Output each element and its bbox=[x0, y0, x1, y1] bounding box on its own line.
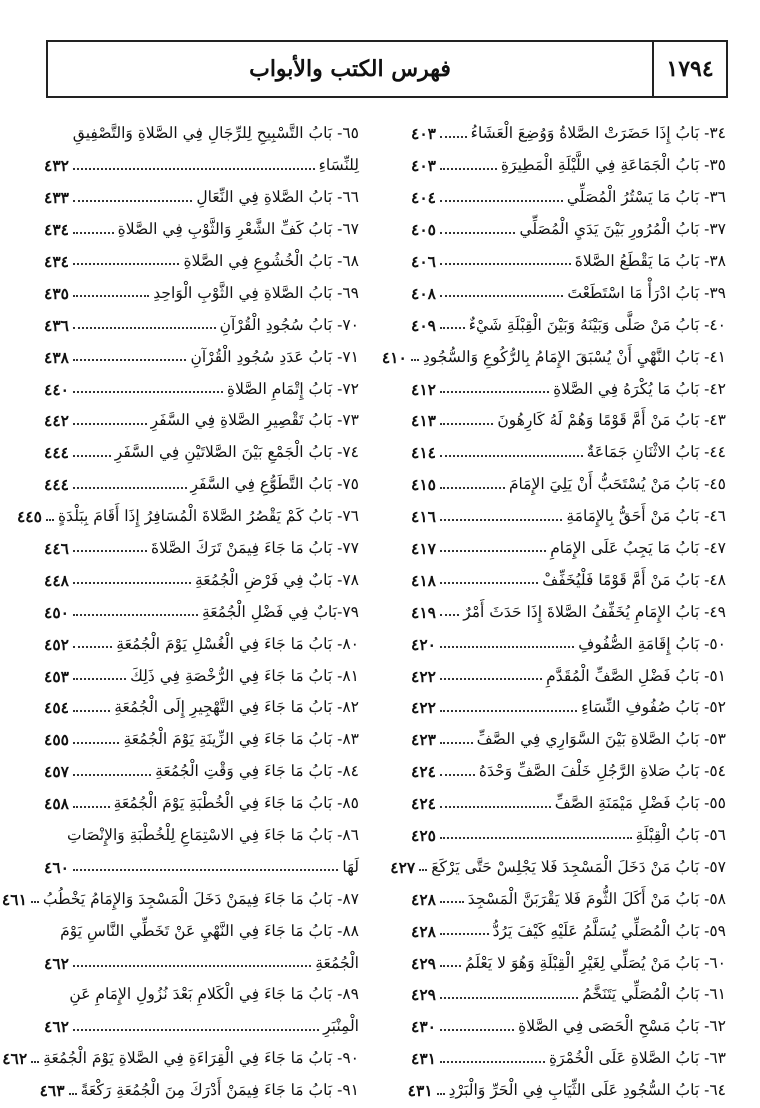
entry-page-number: ٤١٠ bbox=[381, 347, 407, 367]
dot-leader bbox=[73, 965, 311, 967]
entry-page-number: ٤٠٣ bbox=[411, 124, 436, 144]
entry-title: ٣٦- بَابُ مَا يَسْتُرُ الْمُصَلِّي bbox=[566, 188, 726, 207]
dot-leader bbox=[73, 295, 149, 297]
index-entry bbox=[44, 461, 359, 493]
dot-leader bbox=[73, 678, 126, 680]
entry-title: ٦٩- بَابُ الصَّلاةِ فِي الثَّوْبِ الْوَاحِدِ bbox=[153, 283, 359, 302]
entry-title-continued: لَهَا bbox=[342, 857, 359, 876]
entry-title-continued: الْمِنْبَرِ bbox=[323, 1017, 359, 1036]
entry-title: ٤٨- بَابُ مَنْ أَمَّ قَوْمًا فَلْيُخَفِّفْ bbox=[542, 570, 726, 589]
dot-leader bbox=[440, 232, 515, 234]
index-entry bbox=[44, 812, 359, 876]
index-entry bbox=[411, 939, 726, 971]
entry-title: ٤٣- بَابُ مَنْ أَمَّ قَوْمًا وَهُمْ لَهُ كَارِهُونَ bbox=[497, 411, 726, 430]
entry-title: ٧٣- بَابُ تَقْصِيرِ الصَّلاةِ فِي السَّفَرِ bbox=[150, 411, 359, 430]
index-entry bbox=[411, 620, 726, 652]
dot-leader bbox=[440, 423, 493, 425]
dot-leader bbox=[440, 742, 473, 744]
dot-leader bbox=[440, 678, 542, 680]
dot-leader bbox=[69, 1093, 77, 1095]
entry-page-number: ٤٠٥ bbox=[411, 220, 436, 240]
dot-leader bbox=[73, 1029, 319, 1031]
index-entry bbox=[44, 525, 359, 557]
dot-leader bbox=[31, 1061, 39, 1063]
entry-page-number: ٤٢٢ bbox=[411, 698, 436, 718]
entry-page-number: ٤٤٤ bbox=[44, 443, 69, 463]
entry-title: ٧٦- بَابُ كَمْ يَقْصُرُ الصَّلاةَ الْمُسَافِرُ إِذَا أَقَامَ بِبَلْدَةٍ bbox=[57, 507, 359, 526]
index-entry bbox=[411, 238, 726, 270]
dot-leader bbox=[73, 806, 110, 808]
entry-page-number: ٤٥٠ bbox=[44, 602, 69, 622]
dot-leader bbox=[440, 965, 461, 967]
entry-page-number: ٤٠٤ bbox=[411, 188, 436, 208]
index-entry bbox=[411, 429, 726, 461]
entry-title: ٤٤- بَابُ الاثْنَانِ جَمَاعَةٌ bbox=[586, 443, 726, 462]
entry-page-number: ٤٤٨ bbox=[44, 570, 69, 590]
index-entry bbox=[44, 269, 359, 301]
entry-title: ٥٤- بَابُ صَلاةِ الرَّجُلِ خَلْفَ الصَّفِّ وَحْدَهُ bbox=[478, 762, 726, 781]
entry-page-number: ٤٥٧ bbox=[44, 762, 69, 782]
index-entry bbox=[411, 110, 726, 142]
entry-title: ٤١- بَابُ النَّهْيِ أَنْ يُسْبَقَ الإِمَامُ بِالرُّكُوعِ وَالسُّجُودِ bbox=[422, 347, 726, 366]
entry-title: ٧٥- بَابُ التَّطَوُّعِ فِي السَّفَرِ bbox=[190, 475, 359, 494]
index-entry bbox=[44, 429, 359, 461]
entry-title: ٤٦- بَابُ مَنْ أَحَقُّ بِالإِمَامَةِ bbox=[566, 507, 726, 526]
entry-title: ٧٨- بَابٌ فِي فَرْضِ الْجُمُعَةِ bbox=[194, 570, 359, 589]
entry-page-number: ٤٠٣ bbox=[411, 156, 436, 176]
index-entry bbox=[411, 907, 726, 939]
entry-page-number: ٤٦٢ bbox=[44, 953, 69, 973]
entry-page-number: ٤٥٣ bbox=[44, 666, 69, 686]
entry-title: ٤٩- بَابُ الإِمَامِ يُخَفِّفُ الصَّلاةَ إِذَا حَدَثَ أَمْرٌ bbox=[463, 602, 726, 621]
index-entry bbox=[44, 971, 359, 1035]
entry-page-number: ٤٦٢ bbox=[44, 1017, 69, 1037]
dot-leader bbox=[73, 869, 338, 871]
index-column-left bbox=[1, 110, 359, 1101]
index-entry bbox=[16, 493, 359, 527]
index-entry bbox=[44, 556, 359, 588]
entry-title: ٨٢- بَابُ مَا جَاءَ فِي التَّهْجِيرِ إِلَى الْجُمُعَةِ bbox=[114, 698, 359, 717]
dot-leader bbox=[440, 295, 563, 297]
entry-page-number: ٤٤٢ bbox=[44, 411, 69, 431]
index-column-right bbox=[381, 110, 726, 1101]
dot-leader bbox=[411, 359, 419, 361]
dot-leader bbox=[73, 232, 114, 234]
index-entry bbox=[411, 652, 726, 684]
page-number: ١٧٩٤ bbox=[652, 42, 726, 96]
entry-page-number: ٤٥٨ bbox=[44, 794, 69, 814]
dot-leader bbox=[73, 646, 112, 648]
index-entry bbox=[44, 174, 359, 206]
dot-leader bbox=[440, 1029, 514, 1031]
entry-page-number: ٤٥٢ bbox=[44, 634, 69, 654]
entry-page-number: ٤١٨ bbox=[411, 570, 436, 590]
entry-title: ٨٨- بَابُ مَا جَاءَ فِي النَّهْيِ عَنْ تَخَطِّي النَّاسِ يَوْمَ bbox=[60, 921, 359, 940]
entry-page-number: ٤٥٤ bbox=[44, 698, 69, 718]
dot-leader bbox=[73, 742, 119, 744]
entry-page-number: ٤٤٠ bbox=[44, 379, 69, 399]
index-entry bbox=[411, 588, 726, 620]
dot-leader bbox=[419, 869, 427, 871]
dot-leader bbox=[440, 933, 489, 935]
index-entry bbox=[407, 1067, 726, 1101]
entry-title: ٣٤- بَابُ إِذَا حَضَرَتْ الصَّلاةُ وَوُضِعَ الْعَشَاءُ bbox=[470, 124, 726, 143]
entry-page-number: ٤٢٧ bbox=[390, 857, 416, 877]
dot-leader bbox=[73, 200, 192, 202]
dot-leader bbox=[73, 710, 110, 712]
entry-title: ٥٦- بَابُ الْقِبْلَةِ bbox=[635, 825, 726, 844]
index-entry bbox=[44, 780, 359, 812]
entry-title: ٥٢- بَابُ صُفُوفِ النِّسَاءِ bbox=[581, 698, 726, 717]
index-entry bbox=[381, 333, 726, 367]
entry-title: ٨٤- بَابُ مَا جَاءَ فِي وَقْتِ الْجُمُعَةِ bbox=[155, 762, 359, 781]
index-entry bbox=[1, 875, 359, 909]
entry-page-number: ٤٤٦ bbox=[44, 538, 69, 558]
entry-page-number: ٤٣٠ bbox=[411, 1017, 436, 1037]
entry-page-number: ٤٢٨ bbox=[411, 921, 436, 941]
entry-title: ٥٩- بَابُ الْمُصَلِّي يُسَلَّمُ عَلَيْهِ كَيْفَ يَرُدُّ bbox=[492, 921, 726, 940]
dot-leader bbox=[440, 837, 632, 839]
dot-leader bbox=[440, 614, 459, 616]
entry-page-number: ٤١٣ bbox=[411, 411, 436, 431]
entry-title: ٥٥- بَابُ فَضْلِ مَيْمَنَةِ الصَّفِّ bbox=[554, 794, 726, 813]
entry-page-number: ٤١٤ bbox=[411, 443, 436, 463]
entry-title: ٥٨- بَابُ مَنْ أَكَلَ الثُّومَ فَلا يَقْرَبَنَّ الْمَسْجِدَ bbox=[467, 889, 726, 908]
entry-title: ٦٦- بَابُ الصَّلاةِ فِي النِّعَالِ bbox=[196, 188, 359, 207]
entry-page-number: ٤٦١ bbox=[1, 889, 27, 909]
entry-title: ٨٦- بَابُ مَا جَاءَ فِي الاسْتِمَاعِ لِلْخُطْبَةِ وَالإِنْصَاتِ bbox=[67, 825, 359, 844]
dot-leader bbox=[440, 168, 497, 170]
entry-page-number: ٤٠٦ bbox=[411, 251, 436, 271]
index-entry bbox=[44, 365, 359, 397]
index-entry bbox=[44, 397, 359, 429]
entry-title: ٤٧- بَابُ مَا يَجِبُ عَلَى الإِمَامِ bbox=[550, 538, 726, 557]
dot-leader bbox=[440, 806, 551, 808]
entry-page-number: ٤٢٢ bbox=[411, 666, 436, 686]
dot-leader bbox=[73, 391, 223, 393]
dot-leader bbox=[440, 519, 562, 521]
index-entry bbox=[411, 493, 726, 525]
entry-page-number: ٤٠٨ bbox=[411, 283, 436, 303]
entry-title: ٦٢- بَابُ مَسْحِ الْحَصَى فِي الصَّلاةِ bbox=[518, 1017, 726, 1036]
entry-title: ٧٢- بَابُ إِتْمَامِ الصَّلاةِ bbox=[226, 379, 359, 398]
page-title: فهرس الكتب والأبواب bbox=[249, 56, 451, 82]
entry-title: ٦٥- بَابُ التَّسْبِيحِ لِلرِّجَالِ فِي الصَّلاةِ وَالتَّصْفِيقِ bbox=[72, 124, 359, 143]
entry-title-continued: الْجُمُعَةِ bbox=[315, 953, 359, 972]
entry-page-number: ٤٢٠ bbox=[411, 634, 436, 654]
dot-leader bbox=[73, 168, 315, 170]
entry-title: ٧٩-بَابٌ فِي فَضْلِ الْجُمُعَةِ bbox=[201, 602, 359, 621]
entry-page-number: ٤٣٣ bbox=[44, 188, 69, 208]
index-entry bbox=[44, 652, 359, 684]
dot-leader bbox=[440, 455, 583, 457]
dot-leader bbox=[73, 423, 147, 425]
entry-title: ٨٠- بَابُ مَا جَاءَ فِي الْغُسْلِ يَوْمَ الْجُمُعَةِ bbox=[116, 634, 359, 653]
entry-title: ٣٨- بَابُ مَا يَقْطَعُ الصَّلاةَ bbox=[574, 251, 726, 270]
index-entry bbox=[390, 843, 726, 877]
entry-title: ٥٣- بَابُ الصَّلاةِ بَيْنَ السَّوَارِي فِي الصَّفِّ bbox=[476, 730, 726, 749]
dot-leader bbox=[73, 582, 191, 584]
dot-leader bbox=[440, 774, 475, 776]
entry-page-number: ٤٤٥ bbox=[16, 507, 42, 527]
entry-title: ٨٩- بَابُ مَا جَاءَ فِي الْكَلامِ بَعْدَ نُزُولِ الإِمَامِ عَنِ bbox=[69, 985, 359, 1004]
page-header bbox=[46, 40, 728, 98]
dot-leader bbox=[73, 614, 198, 616]
entry-page-number: ٤٢٤ bbox=[411, 762, 436, 782]
entry-title: ٨١- بَابُ مَا جَاءَ فِي الرُّخْصَةِ فِي ذَلِكَ bbox=[130, 666, 359, 685]
index-entry bbox=[44, 716, 359, 748]
entry-title: ٤٥- بَابُ مَنْ يُسْتَحَبُّ أَنْ يَلِيَ الإِمَامَ bbox=[508, 475, 726, 494]
index-entry bbox=[411, 206, 726, 238]
index-entry bbox=[44, 620, 359, 652]
entry-page-number: ٤٢٤ bbox=[411, 794, 436, 814]
index-entry bbox=[411, 716, 726, 748]
entry-page-number: ٤٣٨ bbox=[44, 347, 69, 367]
entry-page-number: ٤١٢ bbox=[411, 379, 436, 399]
dot-leader bbox=[73, 550, 147, 552]
dot-leader bbox=[440, 710, 577, 712]
entry-title: ٧٤- بَابُ الْجَمْعِ بَيْنَ الصَّلاتَيْنِ فِي السَّفَرِ bbox=[114, 443, 359, 462]
dot-leader bbox=[440, 391, 549, 393]
dot-leader bbox=[437, 1093, 445, 1095]
index-entry bbox=[411, 174, 726, 206]
entry-title: ٦٨- بَابُ الْخُشُوعِ فِي الصَّلاةِ bbox=[183, 251, 359, 270]
entry-page-number: ٤٦٣ bbox=[39, 1081, 65, 1101]
entry-title: ٨٧- بَابُ مَا جَاءَ فِيمَنْ دَخَلَ الْمَسْجِدَ وَالإِمَامُ يَخْطُبُ bbox=[42, 889, 359, 908]
entry-title: ٥١- بَابُ فَضْلِ الصَّفِّ الْمُقَدَّمِ bbox=[546, 666, 726, 685]
index-entry bbox=[411, 1035, 726, 1067]
entry-title: ٣٥- بَابُ الْجَمَاعَةِ فِي اللَّيْلَةِ الْمَطِيرَةِ bbox=[500, 156, 726, 175]
entry-title: ٣٩- بَابُ ادْرَأْ مَا اسْتَطَعْتَ bbox=[567, 283, 726, 302]
entry-title: ٤٠- بَابُ مَنْ صَلَّى وَبَيْنَهُ وَبَيْنَ الْقِبْلَةِ شَيْءٌ bbox=[468, 315, 726, 334]
dot-leader bbox=[73, 487, 187, 489]
dot-leader bbox=[31, 901, 39, 903]
index-entry bbox=[44, 333, 359, 365]
entry-title: ٦٣- بَابُ الصَّلاةِ عَلَى الْخُمْرَةِ bbox=[548, 1049, 726, 1068]
dot-leader bbox=[440, 263, 571, 265]
entry-title: ٨٥- بَابُ مَا جَاءَ فِي الْخُطْبَةِ يَوْمَ الْجُمُعَةِ bbox=[113, 794, 359, 813]
entry-page-number: ٤٢٩ bbox=[411, 985, 436, 1005]
entry-title: ٥٠- بَابُ إِقَامَةِ الصُّفُوفِ bbox=[578, 634, 726, 653]
index-entry bbox=[44, 238, 359, 270]
dot-leader bbox=[440, 901, 464, 903]
entry-title: ٨٣- بَابُ مَا جَاءَ فِي الزِّينَةِ يَوْمَ الْجُمُعَةِ bbox=[123, 730, 359, 749]
index-entry bbox=[411, 397, 726, 429]
entry-page-number: ٤٣١ bbox=[407, 1081, 433, 1101]
index-entry bbox=[411, 1003, 726, 1035]
entry-page-number: ٤١٦ bbox=[411, 507, 436, 527]
entry-page-number: ٤٣٤ bbox=[44, 251, 69, 271]
dot-leader bbox=[73, 774, 151, 776]
dot-leader bbox=[440, 487, 505, 489]
dot-leader bbox=[440, 646, 574, 648]
index-entry bbox=[411, 301, 726, 333]
index-entry bbox=[411, 812, 726, 844]
entry-page-number: ٤٣١ bbox=[411, 1049, 436, 1069]
index-entry bbox=[44, 588, 359, 620]
entry-page-number: ٤٣٤ bbox=[44, 220, 69, 240]
entry-page-number: ٤٢٥ bbox=[411, 825, 436, 845]
index-entry bbox=[44, 301, 359, 333]
entry-page-number: ٤٢٣ bbox=[411, 730, 436, 750]
entry-title: ٩٠- بَابُ مَا جَاءَ فِي الْقِرَاءَةِ فِي الصَّلاةِ يَوْمَ الْجُمُعَةِ bbox=[43, 1049, 359, 1068]
index-entry bbox=[44, 684, 359, 716]
index-entry bbox=[2, 1035, 359, 1069]
entry-page-number: ٤٣٥ bbox=[44, 283, 69, 303]
index-entry bbox=[411, 269, 726, 301]
dot-leader bbox=[73, 327, 216, 329]
index-entry bbox=[44, 206, 359, 238]
entry-title: ٦٤- بَابُ السُّجُودِ عَلَى الثِّيَابِ فِي الْحَرِّ وَالْبَرْدِ bbox=[448, 1081, 726, 1100]
entry-page-number: ٤٣٦ bbox=[44, 315, 69, 335]
entry-page-number: ٤٠٩ bbox=[411, 315, 436, 335]
entry-page-number: ٤٢٨ bbox=[411, 889, 436, 909]
index-entry bbox=[411, 142, 726, 174]
entry-title: ٦١- بَابُ الْمُصَلِّي يَتَنَخَّمُ bbox=[582, 985, 726, 1004]
index-entry bbox=[39, 1067, 359, 1101]
dot-leader bbox=[73, 359, 186, 361]
index-entry bbox=[411, 461, 726, 493]
entry-page-number: ٤١٧ bbox=[411, 538, 436, 558]
index-entry bbox=[411, 684, 726, 716]
entry-title: ٣٧- بَابُ الْمُرُورِ بَيْنَ يَدَيِ الْمُصَلِّي bbox=[519, 220, 726, 239]
entry-title: ٩١- بَابُ مَا جَاءَ فِيمَنْ أَدْرَكَ مِنَ الْجُمُعَةِ رَكْعَةً bbox=[80, 1081, 359, 1100]
entry-title: ٤٢- بَابُ مَا يُكْرَهُ فِي الصَّلاةِ bbox=[553, 379, 726, 398]
entry-page-number: ٤٦٢ bbox=[2, 1049, 28, 1069]
entry-title: ٧٧- بَابُ مَا جَاءَ فِيمَنْ تَرَكَ الصَّلاةَ bbox=[150, 538, 359, 557]
entry-title: ٦٠- بَابُ مَنْ يُصَلِّي لِغَيْرِ الْقِبْلَةِ وَهُوَ لا يَعْلَمُ bbox=[464, 953, 726, 972]
dot-leader bbox=[440, 550, 546, 552]
index-entry bbox=[411, 556, 726, 588]
index-entry bbox=[411, 780, 726, 812]
index-entry bbox=[411, 525, 726, 557]
index-entry bbox=[411, 875, 726, 907]
dot-leader bbox=[440, 200, 563, 202]
dot-leader bbox=[73, 263, 179, 265]
dot-leader bbox=[73, 455, 111, 457]
entry-page-number: ٤٤٤ bbox=[44, 475, 69, 495]
entry-page-number: ٤٦٠ bbox=[44, 857, 69, 877]
entry-title: ٦٧- بَابُ كَفِّ الشَّعْرِ وَالثَّوْبِ فِي الصَّلاةِ bbox=[117, 220, 359, 239]
entry-page-number: ٤٢٩ bbox=[411, 953, 436, 973]
dot-leader bbox=[440, 327, 465, 329]
entry-page-number: ٤١٥ bbox=[411, 475, 436, 495]
index-entry bbox=[44, 907, 359, 971]
index-entry bbox=[44, 748, 359, 780]
index-entry bbox=[411, 971, 726, 1003]
index-entry bbox=[411, 365, 726, 397]
dot-leader bbox=[440, 582, 538, 584]
entry-page-number: ٤٥٥ bbox=[44, 730, 69, 750]
dot-leader bbox=[440, 997, 578, 999]
dot-leader bbox=[440, 1061, 545, 1063]
entry-title: ٧١- بَابُ عَدَدِ سُجُودِ الْقُرْآنِ bbox=[190, 347, 359, 366]
entry-title: ٥٧- بَابُ مَنْ دَخَلَ الْمَسْجِدَ فَلا يَجْلِسْ حَتَّى يَرْكَعَ bbox=[431, 857, 726, 876]
index-entry bbox=[44, 110, 359, 174]
entry-page-number: ٤٣٢ bbox=[44, 156, 69, 176]
entry-title-continued: لِلنِّسَاءِ bbox=[318, 156, 359, 175]
entry-title: ٧٠- بَابُ سُجُودِ الْقُرْآنِ bbox=[219, 315, 359, 334]
dot-leader bbox=[440, 136, 467, 138]
entry-page-number: ٤١٩ bbox=[411, 602, 436, 622]
dot-leader bbox=[46, 519, 54, 521]
index-entry bbox=[411, 748, 726, 780]
